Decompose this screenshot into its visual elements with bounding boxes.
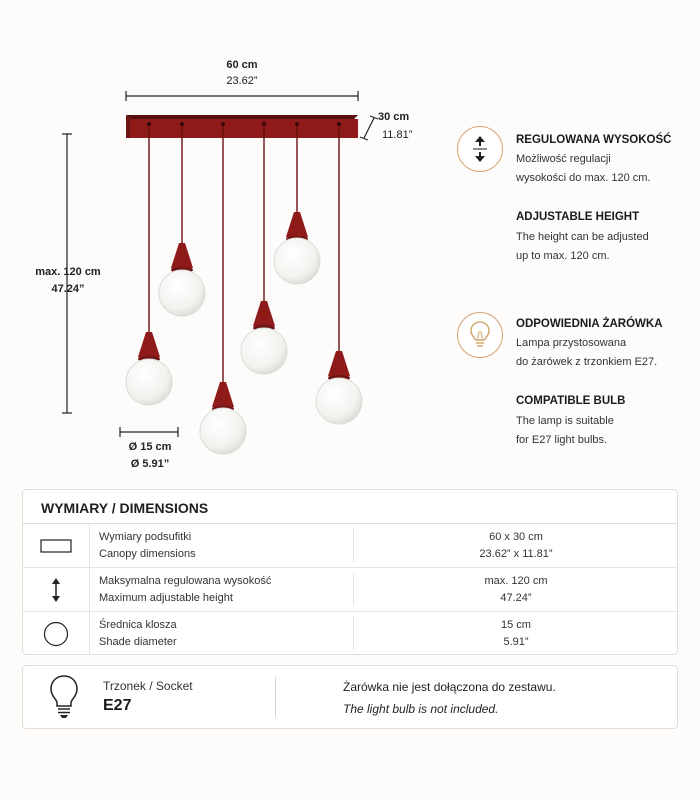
feature-title-pl: ODPOWIEDNIA ŻARÓWKA <box>516 318 663 330</box>
height-in-label: 47.24” <box>51 283 85 295</box>
depth-in-label: 11.81” <box>382 129 413 141</box>
feature-text-pl-1: Możliwość regulacji <box>516 153 611 165</box>
dimensions-table-header <box>23 490 677 524</box>
circle-icon <box>23 612 90 655</box>
row-label-pl: Wymiary podsufitki <box>99 531 192 543</box>
row-value <box>353 617 678 650</box>
feature-title-pl: REGULOWANA WYSOKOŚĆ <box>516 134 672 146</box>
depth-dimension-line <box>360 116 378 140</box>
row-label <box>99 529 349 563</box>
table-row <box>23 524 677 568</box>
row-value-in: 23.62” x 11.81” <box>479 548 553 560</box>
shade-in-label: Ø 5.91” <box>130 458 170 470</box>
feature-text-pl-1: Lampa przystosowana <box>516 337 627 349</box>
pendant-lamp-drawing <box>0 0 460 480</box>
width-cm-label: 60 cm <box>226 59 258 71</box>
row-value-in: 47.24” <box>500 592 532 604</box>
feature-text-en-1: The lamp is suitable <box>516 415 614 427</box>
shade-cm-label: Ø 15 cm <box>128 441 172 453</box>
socket-info-box <box>22 665 678 729</box>
feature-text-pl-2: do żarówek z trzonkiem E27. <box>516 356 658 368</box>
dimensions-title: WYMIARY / DIMENSIONS <box>41 500 209 516</box>
table-row <box>23 568 677 612</box>
row-value-in: 5.91” <box>503 636 529 648</box>
row-label-en: Shade diameter <box>99 636 177 648</box>
socket-note-pl: Żarówka nie jest dołączona do zestawu. <box>343 680 556 694</box>
adjustable-height-icon <box>457 126 503 172</box>
row-value <box>353 529 678 562</box>
row-label <box>99 573 349 607</box>
pendant-shade <box>316 351 362 424</box>
width-in-label: 23.62” <box>226 75 258 87</box>
socket-value: E27 <box>103 697 132 714</box>
feature-text-en-1: The height can be adjusted <box>516 231 649 243</box>
light-bulb-icon <box>457 312 503 358</box>
height-cm-label: max. 120 cm <box>35 266 101 278</box>
shade-dimension-line <box>120 427 178 437</box>
socket-note-en: The light bulb is not included. <box>343 702 499 716</box>
product-diagram <box>0 0 460 480</box>
row-label-pl: Maksymalna regulowana wysokość <box>99 575 272 587</box>
pendant-shade <box>241 301 287 374</box>
table-row <box>23 612 677 655</box>
feature-text-en-2: up to max. 120 cm. <box>516 250 610 262</box>
height-dimension-line <box>62 134 72 413</box>
pendant-shade <box>159 243 205 316</box>
rectangle-icon <box>23 524 90 567</box>
light-bulb-icon <box>49 674 79 725</box>
row-label-pl: Średnica klosza <box>99 619 177 631</box>
pendant-shade <box>200 382 246 454</box>
feature-title-en: COMPATIBLE BULB <box>516 395 626 407</box>
row-label <box>99 617 349 651</box>
dimensions-table <box>22 489 678 655</box>
canopy <box>126 115 358 138</box>
socket-label: Trzonek / Socket <box>103 679 193 693</box>
depth-cm-label: 30 cm <box>378 111 410 123</box>
row-value-cm: 60 x 30 cm <box>489 531 543 543</box>
feature-text-en-2: for E27 light bulbs. <box>516 434 608 446</box>
row-label-en: Maximum adjustable height <box>99 592 233 604</box>
feature-text-pl-2: wysokości do max. 120 cm. <box>516 172 651 184</box>
row-value-cm: 15 cm <box>501 619 531 631</box>
feature-title-en: ADJUSTABLE HEIGHT <box>516 211 640 223</box>
pendant-shade <box>126 332 172 405</box>
pendant-shade <box>274 212 320 284</box>
row-label-en: Canopy dimensions <box>99 548 196 560</box>
socket-divider <box>275 677 276 717</box>
row-value <box>353 573 678 606</box>
vertical-arrow-icon <box>23 568 90 611</box>
row-value-cm: max. 120 cm <box>484 575 548 587</box>
width-dimension-line <box>126 91 358 101</box>
